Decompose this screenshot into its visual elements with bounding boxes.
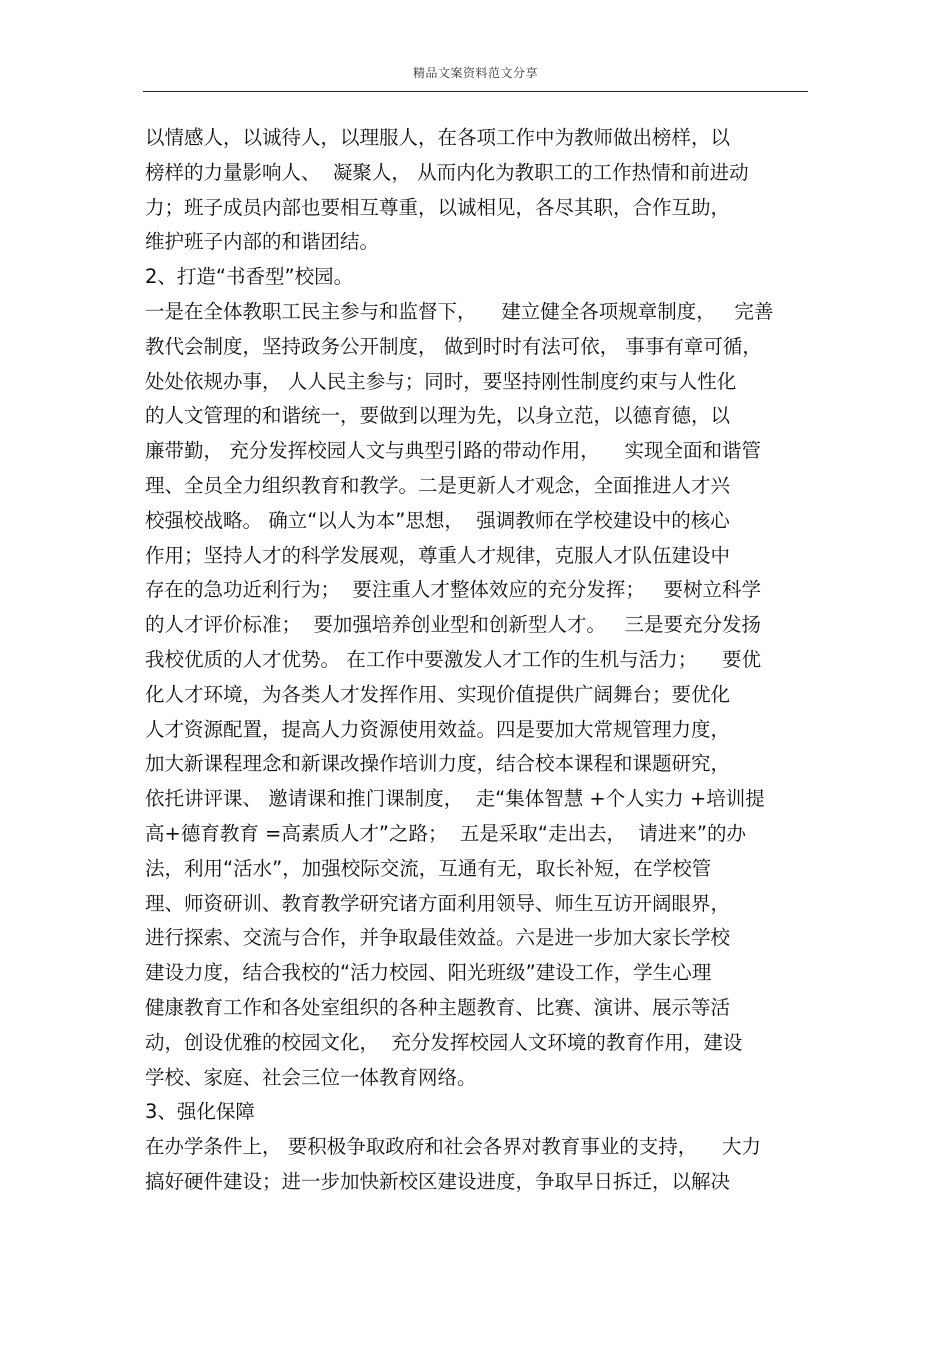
text-line: 的人才评价标准； 要加强培养创业型和创新型人才。 三是要充分发扬: [145, 613, 761, 637]
page-header: 精品文案资料范文分享: [412, 66, 538, 80]
text-line: 的人文管理的和谐统一，要做到以理为先，以身立范，以德育德，以: [145, 404, 731, 428]
text-line: 人才资源配置，提高人力资源使用效益。四是要加大常规管理力度，: [145, 717, 731, 741]
text-line: 以情感人，以诚待人，以理服人，在各项工作中为教师做出榜样，以: [145, 126, 731, 149]
text-line: 高+德育教育 =高素质人才”之路； 五是采取“走出去， 请进来”的办: [145, 821, 746, 845]
text-line: 建设力度，结合我校的“活力校园、阳光班级”建设工作，学生心理: [145, 961, 712, 985]
header-divider: [143, 91, 808, 92]
text-line: 存在的急功近利行为； 要注重人才整体效应的充分发挥； 要树立科学: [145, 578, 761, 602]
text-line: 榜样的力量影响人、 凝聚人， 从而内化为教职工的工作热情和前进动: [145, 160, 749, 184]
text-line: 依托讲评课、 邀请课和推门课制度， 走“集体智慧 +个人实力 +培训提: [145, 787, 765, 811]
text-line: 动，创设优雅的校园文化， 充分发挥校园人文环境的教育作用，建设: [145, 1030, 743, 1054]
text-line: 理、师资研训、教育教学研究诸方面利用领导、师生互访开阔眼界，: [145, 891, 731, 915]
text-line: 3、强化保障: [145, 1100, 255, 1124]
text-line: 化人才环境，为各类人才发挥作用、实现价值提供广阔舞台；要优化: [145, 682, 731, 706]
text-line: 法，利用“活水”，加强校际交流，互通有无，取长补短，在学校管: [145, 856, 712, 880]
text-line: 作用；坚持人才的科学发展观，尊重人才规律，克服人才队伍建设中: [145, 543, 731, 567]
text-line: 在办学条件上， 要积极争取政府和社会各界对教育事业的支持， 大力: [145, 1135, 761, 1159]
text-line: 加大新课程理念和新课改操作培训力度，结合校本课程和课题研究，: [145, 752, 731, 776]
text-line: 校强校战略。 确立“以人为本”思想， 强调教师在学校建设中的核心: [145, 508, 730, 532]
text-line: 力；班子成员内部也要相互尊重，以诚相见，各尽其职，合作互助，: [145, 195, 731, 219]
text-line: 健康教育工作和各处室组织的各种主题教育、比赛、演讲、展示等活: [145, 995, 731, 1019]
text-line: 维护班子内部的和谐团结。: [145, 230, 380, 254]
text-line: 2、打造“书香型”校园。: [145, 265, 354, 289]
text-line: 进行探索、交流与合作，并争取最佳效益。六是进一步加大家长学校: [145, 926, 731, 950]
text-line: 一是在全体教职工民主参与和监督下， 建立健全各项规章制度， 完善: [145, 299, 774, 323]
text-line: 处处依规办事， 人人民主参与；同时，要坚持刚性制度约束与人性化: [145, 369, 737, 393]
text-line: 我校优质的人才优势。 在工作中要激发人才工作的生机与活力； 要优: [145, 647, 761, 671]
text-line: 教代会制度，坚持政务公开制度， 做到时时有法可依， 事事有章可循，: [145, 334, 762, 358]
text-line: 搞好硬件建设；进一步加快新校区建设进度，争取早日拆迁，以解决: [145, 1169, 731, 1193]
document-body: [145, 121, 815, 1200]
text-line: 理、全员全力组织教育和教学。二是更新人才观念，全面推进人才兴: [145, 473, 731, 497]
text-line: 学校、家庭、社会三位一体教育网络。: [145, 1065, 477, 1089]
text-line: 廉带勤， 充分发挥校园人文与典型引路的带动作用， 实现全面和谐管: [145, 439, 761, 463]
